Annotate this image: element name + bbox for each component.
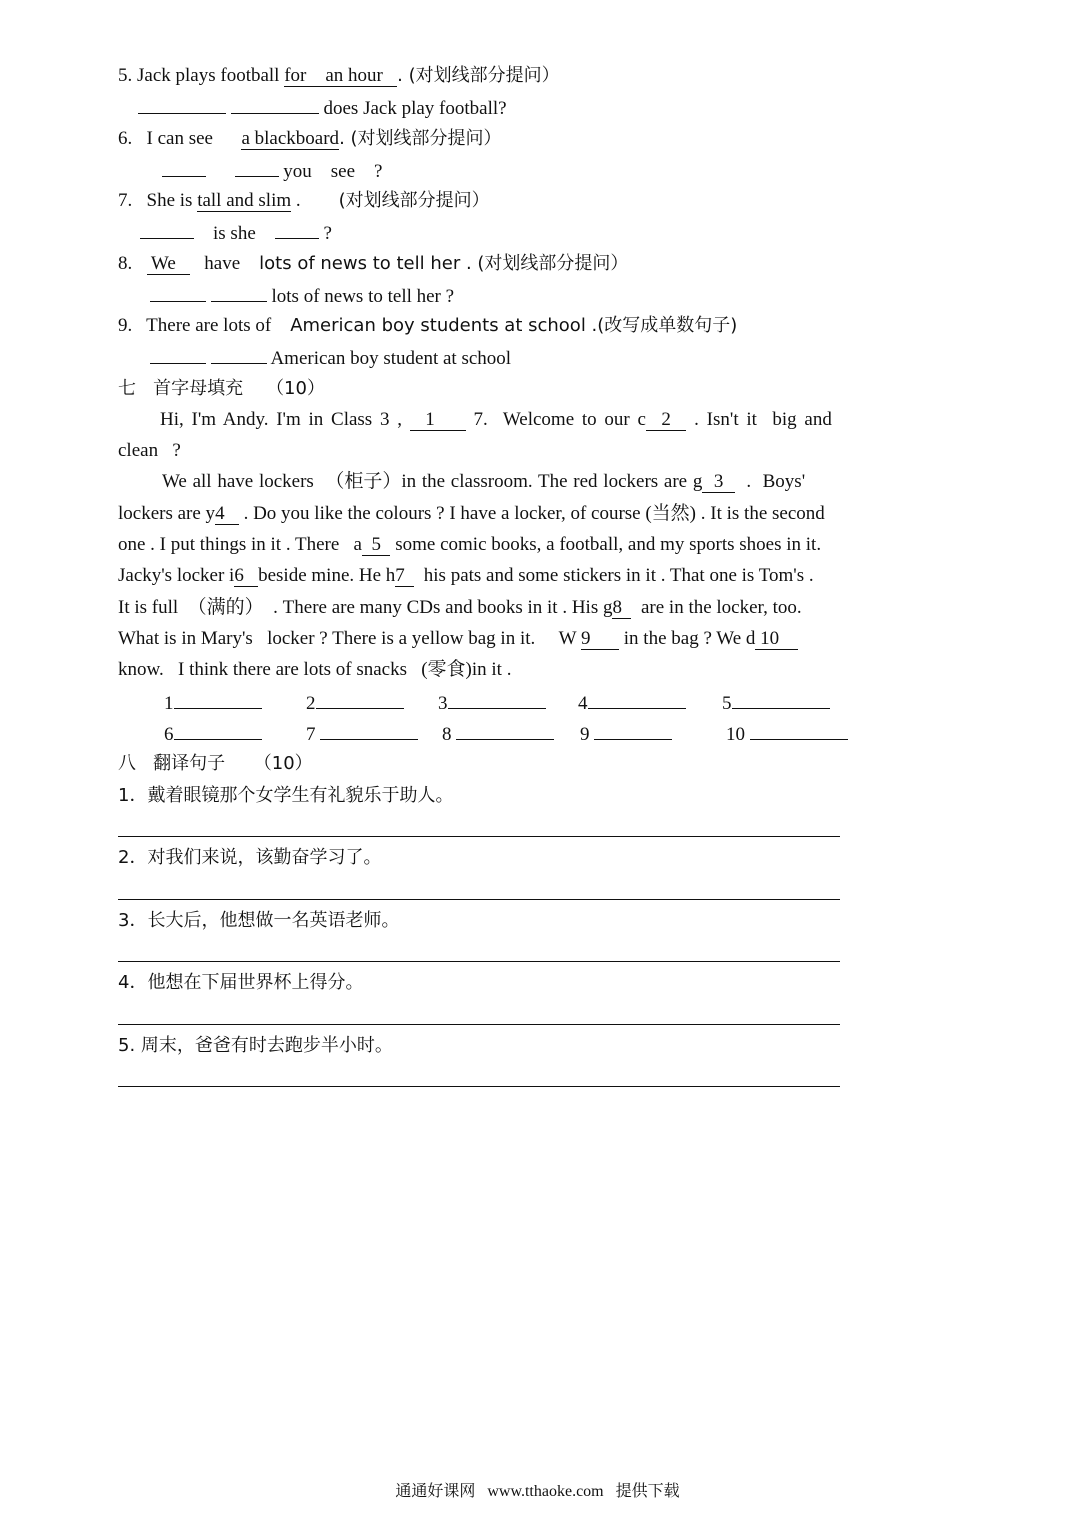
passage-line-5 xyxy=(118,533,821,557)
passage-line-8 xyxy=(118,627,798,651)
footer-site-name: 通通好课网 xyxy=(395,1481,476,1500)
answer-blank[interactable] xyxy=(150,345,206,364)
passage-text: clean ? xyxy=(118,440,181,461)
slot-number: 3 xyxy=(438,693,448,714)
passage-text: What is in Mary's locker ? There is a yellow bag in it. W xyxy=(118,628,582,649)
question-7 xyxy=(118,189,490,213)
passage-text: Hi, I'm Andy. I'm in Class 3 , xyxy=(160,409,410,430)
answer-text: you xyxy=(283,161,312,182)
answer-text: is she xyxy=(213,223,256,244)
footer-url[interactable]: www.tthaoke.com xyxy=(487,1483,604,1500)
blank-number: 3 xyxy=(713,471,724,492)
question-text: I can see xyxy=(146,128,213,149)
answer-slot-1 xyxy=(164,690,262,716)
passage-text: know. I think there are lots of snacks (零食)in it . xyxy=(118,659,512,680)
translation-item-3: 3．长大后，他想做一名英语老师。 xyxy=(118,910,400,931)
passage-line-6 xyxy=(118,564,814,588)
answer-slot-5 xyxy=(722,690,830,716)
question-5 xyxy=(118,64,560,88)
blank-number: 1 xyxy=(425,409,435,430)
answer-blank[interactable] xyxy=(150,283,206,302)
underlined-part xyxy=(147,253,191,275)
question-number: 5. xyxy=(118,65,133,86)
answer-blank[interactable] xyxy=(174,690,262,709)
cloze-blank-5[interactable] xyxy=(362,534,391,556)
translation-item-5: 5. 周末，爸爸有时去跑步半小时。 xyxy=(118,1035,393,1056)
answer-blank[interactable] xyxy=(320,721,418,740)
answer-blank[interactable] xyxy=(316,690,404,709)
question-8 xyxy=(118,252,628,276)
answer-slot-9 xyxy=(580,721,672,747)
passage-text: beside mine. He h xyxy=(258,565,396,586)
question-number: 6. xyxy=(118,128,133,149)
answer-text: ? xyxy=(323,223,332,244)
blank-number: 5 xyxy=(371,534,381,555)
question-text: Jack plays football xyxy=(137,65,280,86)
passage-text: It is full （满的） . There are many CDs and books in it . His g xyxy=(118,597,613,618)
passage-text: Jacky's locker i xyxy=(118,565,235,586)
slot-number: 8 xyxy=(442,724,452,745)
blank-number: 9 xyxy=(581,628,591,649)
instruction-text: lots of news to tell her . (对划线部分提问） xyxy=(259,253,629,274)
question-number: 8. xyxy=(118,253,133,274)
passage-text: 7. Welcome to our c xyxy=(465,409,646,430)
footer-note: 提供下载 xyxy=(615,1481,680,1500)
answer-9 xyxy=(150,345,511,371)
slot-number: 5 xyxy=(722,693,732,714)
answer-blank[interactable] xyxy=(138,95,226,114)
answer-slot-4 xyxy=(578,690,686,716)
translation-item-1: 1．戴着眼镜那个女学生有礼貌乐于助人。 xyxy=(118,785,454,806)
answer-blank[interactable] xyxy=(211,283,267,302)
cloze-blank-6[interactable] xyxy=(234,565,258,587)
underlined-part: tall and slim xyxy=(197,190,292,211)
cloze-blank-7[interactable] xyxy=(395,565,414,587)
passage-text: . Boys' xyxy=(734,471,806,492)
cloze-blank-10[interactable] xyxy=(755,628,798,650)
instruction-text: (对划线部分提问） xyxy=(338,190,490,211)
slot-number: 7 xyxy=(306,724,316,745)
section-score: （10） xyxy=(253,753,313,774)
underlined-word: We xyxy=(150,253,176,274)
slot-number: 2 xyxy=(306,693,316,714)
answer-6 xyxy=(162,158,382,184)
slot-number: 6 xyxy=(164,724,174,745)
underlined-part: a blackboard xyxy=(241,128,340,149)
answer-blank[interactable] xyxy=(275,220,319,239)
passage-text: some comic books, a football, and my sports shoes in it. xyxy=(390,534,822,555)
question-text: There are lots of xyxy=(146,315,272,336)
question-text: have xyxy=(204,253,241,274)
cloze-blank-8[interactable] xyxy=(612,597,631,619)
passage-line-2 xyxy=(118,439,181,463)
answer-blank[interactable] xyxy=(456,721,554,740)
answer-slot-8 xyxy=(442,721,554,747)
answer-line[interactable] xyxy=(118,1086,840,1087)
answer-blank[interactable] xyxy=(231,95,319,114)
slot-number: 10 xyxy=(726,724,745,745)
passage-text: We all have lockers （柜子）in the classroom. The red lockers are g xyxy=(162,471,703,492)
passage-text: . Isn't it big and xyxy=(686,409,832,430)
answer-line[interactable] xyxy=(118,899,840,900)
question-number: 9. xyxy=(118,315,133,336)
answer-blank[interactable] xyxy=(174,721,262,740)
cloze-blank-1[interactable] xyxy=(410,409,466,431)
answer-line[interactable] xyxy=(118,1024,840,1025)
cloze-blank-4[interactable] xyxy=(215,503,239,525)
blank-number: 4 xyxy=(215,503,225,524)
cloze-blank-2[interactable] xyxy=(646,409,687,431)
section-number: 七 xyxy=(118,378,136,399)
cloze-blank-3[interactable] xyxy=(702,471,735,493)
answer-text: lots of news to tell her ? xyxy=(271,286,455,307)
answer-line[interactable] xyxy=(118,836,840,837)
passage-text: in the bag ? We d xyxy=(619,628,756,649)
answer-text: does Jack play football? xyxy=(323,98,507,119)
question-6 xyxy=(118,127,502,151)
section-score: （10） xyxy=(266,378,325,399)
answer-text: American boy student at school xyxy=(270,348,512,369)
blank-number: 7 xyxy=(395,565,405,586)
section-8-header xyxy=(118,752,313,776)
answer-blank[interactable] xyxy=(235,158,279,177)
blank-number: 10 xyxy=(760,628,780,649)
answer-slot-7 xyxy=(306,721,418,747)
section-title: 首字母填充 xyxy=(153,378,244,399)
cloze-blank-9[interactable] xyxy=(581,628,619,650)
question-number: 7. xyxy=(118,190,133,211)
passage-line-7 xyxy=(118,596,802,620)
blank-number: 6 xyxy=(234,565,244,586)
slot-number: 9 xyxy=(580,724,590,745)
answer-5 xyxy=(138,95,507,121)
slot-number: 1 xyxy=(164,693,174,714)
passage-text: are in the locker, too. xyxy=(631,597,802,618)
passage-text: one . I put things in it . There a xyxy=(118,534,362,555)
answer-line[interactable] xyxy=(118,961,840,962)
question-9 xyxy=(118,314,737,338)
section-7-header xyxy=(118,377,325,401)
answer-blank[interactable] xyxy=(594,721,672,740)
passage-line-9 xyxy=(118,658,511,682)
passage-line-1 xyxy=(160,408,832,432)
answer-slot-2 xyxy=(306,690,404,716)
translation-item-4: 4．他想在下届世界杯上得分。 xyxy=(118,972,364,993)
answer-blank[interactable] xyxy=(211,345,267,364)
answer-blank[interactable] xyxy=(140,220,194,239)
passage-line-3 xyxy=(162,470,805,494)
answer-blank[interactable] xyxy=(588,690,686,709)
slot-number: 4 xyxy=(578,693,588,714)
answer-8 xyxy=(150,283,454,309)
section-title: 翻译句子 xyxy=(153,753,226,774)
blank-number: 2 xyxy=(661,409,671,430)
instruction-text: American boy students at school .(改写成单数句子) xyxy=(290,315,738,336)
answer-7 xyxy=(140,220,332,246)
passage-text: lockers are y xyxy=(118,503,216,524)
instruction-text: . (对划线部分提问） xyxy=(397,65,560,86)
passage-text: his pats and some stickers in it . That one is Tom's . xyxy=(414,565,814,586)
answer-slot-3 xyxy=(438,690,546,716)
answer-text: see xyxy=(330,161,356,182)
instruction-text: . (对划线部分提问） xyxy=(339,128,502,149)
answer-text: ? xyxy=(374,161,383,182)
answer-blank[interactable] xyxy=(750,721,848,740)
section-number: 八 xyxy=(118,753,136,774)
answer-slot-10 xyxy=(726,721,848,747)
page-footer xyxy=(0,1478,1075,1501)
answer-blank[interactable] xyxy=(732,690,830,709)
answer-blank[interactable] xyxy=(448,690,546,709)
translation-item-2: 2．对我们来说，该勤奋学习了。 xyxy=(118,847,382,868)
blank-number: 8 xyxy=(612,597,622,618)
passage-line-4 xyxy=(118,502,825,526)
question-text: She is xyxy=(146,190,193,211)
question-text: . xyxy=(295,190,301,211)
answer-slot-6 xyxy=(164,721,262,747)
passage-text: . Do you like the colours ? I have a locker, of course (当然) . It is the second xyxy=(238,503,825,524)
answer-blank[interactable] xyxy=(162,158,206,177)
underlined-part: for an hour xyxy=(284,65,398,86)
